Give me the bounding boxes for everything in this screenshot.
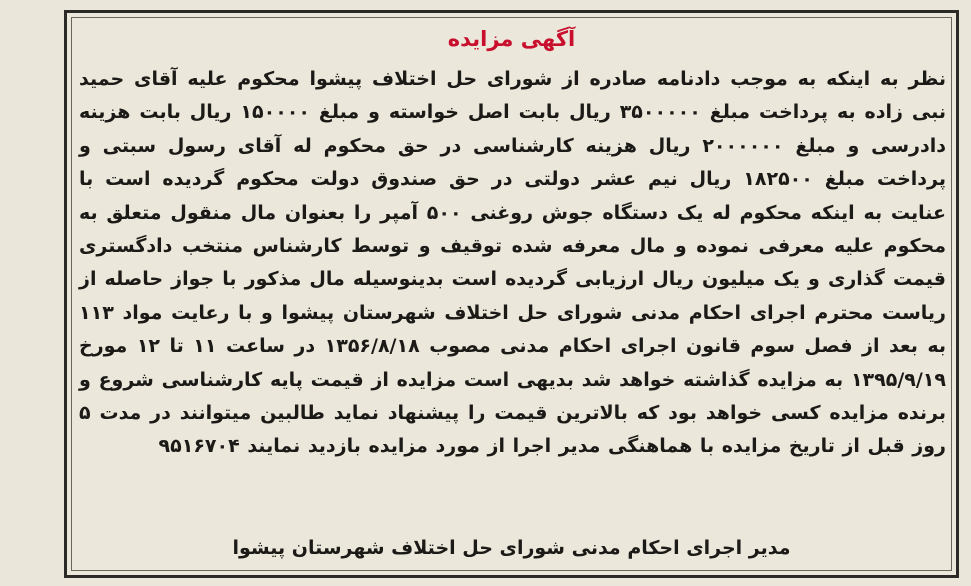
notice-signature: مدیر اجرای احکام مدنی شورای حل اختلاف شهرستان پیشوا <box>232 537 791 559</box>
notice-frame <box>64 10 959 578</box>
notice-title: آگهی مزایده <box>447 27 576 51</box>
notice-body: نظر به اینکه به موجب دادنامه صادره از شورای حل اختلاف پیشوا محکوم علیه آقای حمید نبی زاده به پرداخت مبلغ ۳۵۰۰۰۰۰ ریال بابت اصل خواسته و مبلغ ۱۵۰۰۰۰ ریال بابت هزینه دادرسی و مبلغ ۲۰۰۰۰۰۰ ریال هزینه کارشناسی در حق محکوم له آقای رسول سبتی و پرداخت مبلغ ۱۸۲۵۰۰ ریال نیم عشر دولتی در حق صندوق دولت محکوم گردیده است با عنایت به اینکه محکوم له یک دستگاه جوش روغنی ۵۰۰ آمپر را بعنوان مال منقول متعلق به محکوم علیه معرفی نموده و مال معرفه شده توقیف و توسط کارشناس منتخب دادگستری قیمت گذاری و یک میلیون ریال ارزیابی گردیده است بدینوسیله مال مذکور با جواز حاصله از ریاست محترم اجرای احکام مدنی شورای حل اختلاف شهرستان پیشوا و با رعایت مواد ۱۱۳ به بعد از فصل سوم قانون اجرای احکام مدنی مصوب ۱۳۵۶/۸/۱۸ در ساعت ۱۱ تا ۱۲ مورخ ۱۳۹۵/۹/۱۹ به مزایده گذاشته خواهد شد بدیهی است مزایده از قیمت پایه کارشناسی شروع و برنده مزایده کسی خواهد بود که بالاترین قیمت را پیشنهاد نماید طالبین میتوانند در مدت ۵ روز قبل از تاریخ مزایده با هماهنگی مدیر اجرا از مورد مزایده بازدید نمایند ۹۵۱۶۷۰۴ <box>79 68 946 458</box>
